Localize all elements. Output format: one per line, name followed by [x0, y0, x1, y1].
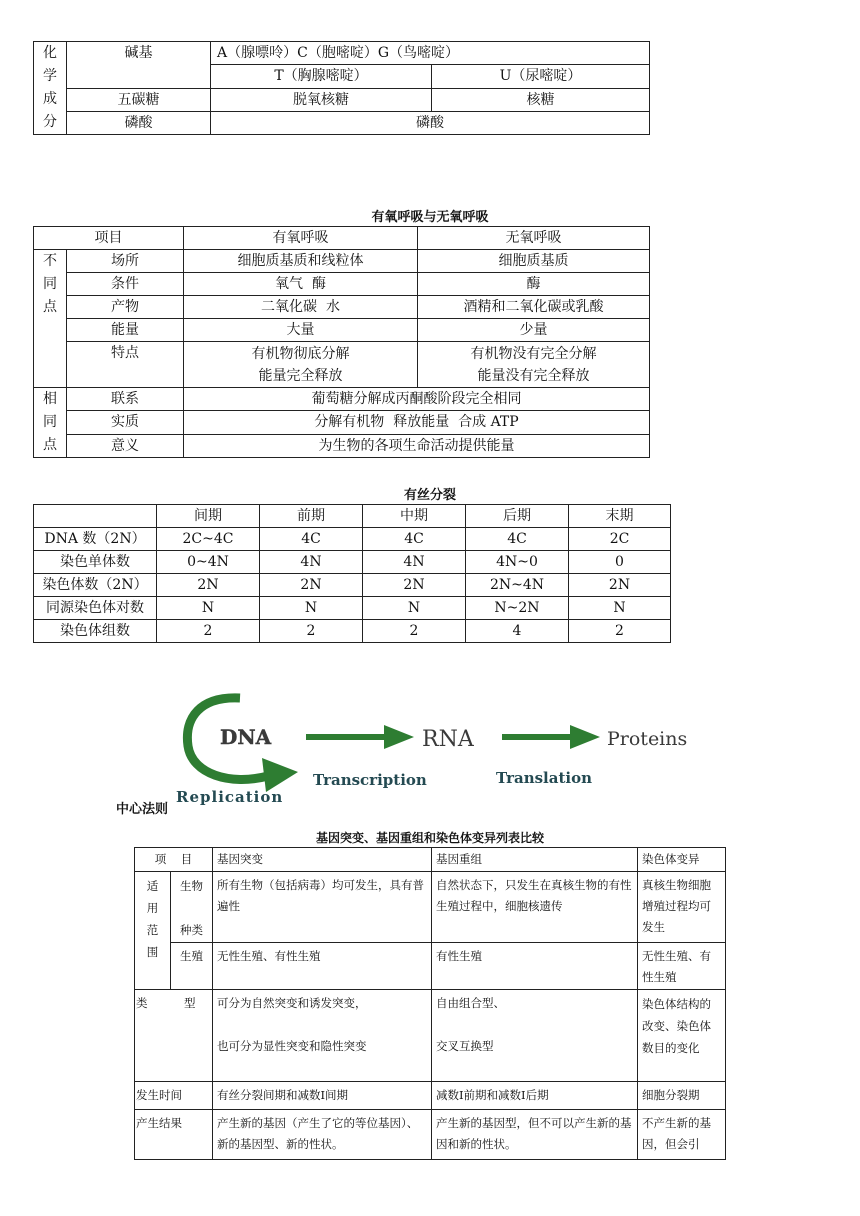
mutation-types: 可分为自然突变和诱发突变， 也可分为显性突变和隐性突变: [213, 990, 432, 1082]
mitosis-cell: 4C: [363, 528, 466, 551]
scope-side-label: 适 用 范 围: [135, 872, 171, 990]
proteins-label: Proteins: [607, 728, 688, 750]
aerobic-energy: 大量: [184, 319, 418, 342]
mitosis-cell: 2: [157, 620, 260, 643]
anaerobic-energy: 少量: [418, 319, 650, 342]
chromosome-types: 染色体结构的改变、染色体数目的变化: [638, 990, 726, 1082]
row-label-energy: 能量: [67, 319, 184, 342]
chromosome-species: 真核生物细胞增殖过程均可发生: [638, 872, 726, 943]
header-gene-recombination: 基因重组: [432, 848, 638, 872]
mitosis-table: [33, 504, 671, 643]
reproduction-label: 生殖: [171, 943, 213, 990]
side-label-chemical-composition: 化 学 成 分: [34, 42, 67, 135]
phosphate-value: 磷酸: [211, 111, 650, 134]
header-item: 项 目: [135, 848, 213, 872]
recombination-time: 减数Ⅰ前期和减数Ⅰ后期: [432, 1082, 638, 1110]
aerobic-condition: 氧气 酶: [184, 273, 418, 296]
result-label: 产生结果: [135, 1110, 213, 1160]
row-label-condition: 条件: [67, 273, 184, 296]
rna-sugar: 核糖: [432, 88, 650, 111]
mitosis-cell: 4N~0: [466, 551, 569, 574]
mitosis-cell: 0: [569, 551, 671, 574]
transcription-label: Transcription: [313, 771, 427, 789]
common-bases: A（腺嘌呤）C（胞嘧啶）G（鸟嘧啶）: [211, 42, 650, 65]
mitosis-cell: 2: [569, 620, 671, 643]
row-label-product: 产物: [67, 296, 184, 319]
recombination-result: 产生新的基因型，但不可以产生新的基因和新的性状。: [432, 1110, 638, 1160]
mitosis-cell: 2C~4C: [157, 528, 260, 551]
mitosis-cell: 2: [363, 620, 466, 643]
mitosis-cell: 4C: [466, 528, 569, 551]
mutation-table-title: 基因突变、基因重组和染色体变异列表比较: [315, 831, 544, 845]
anaerobic-product: 酒精和二氧化碳或乳酸: [418, 296, 650, 319]
mitosis-title: 有丝分裂: [403, 488, 456, 503]
mitosis-cell: 2N: [157, 574, 260, 597]
mutation-comparison-table: [134, 847, 726, 1160]
mitosis-row-label: DNA 数（2N）: [34, 528, 157, 551]
central-dogma-caption: 中心法则: [116, 802, 169, 817]
header-gene-mutation: 基因突变: [213, 848, 432, 872]
mitosis-cell: 2N~4N: [466, 574, 569, 597]
species-label: 生物 种类: [171, 872, 213, 943]
row-label-pentose: 五碳糖: [67, 88, 211, 111]
mitosis-header-prophase: 前期: [260, 505, 363, 528]
anaerobic-feature: 有机物没有完全分解 能量没有完全释放: [418, 342, 650, 388]
mitosis-cell: 2C: [569, 528, 671, 551]
mitosis-cell: 4: [466, 620, 569, 643]
header-chromosome-variation: 染色体变异: [638, 848, 726, 872]
translation-arrow-shaft: [502, 734, 574, 740]
header-item: 项目: [34, 227, 184, 250]
mitosis-cell: N: [363, 597, 466, 620]
aerobic-location: 细胞质基质和线粒体: [184, 250, 418, 273]
mitosis-header-blank: [34, 505, 157, 528]
mitosis-cell: N: [260, 597, 363, 620]
mitosis-cell: 2N: [569, 574, 671, 597]
dna-base: T（胸腺嘧啶）: [211, 65, 432, 88]
row-label-base: 碱基: [67, 42, 211, 89]
mitosis-cell: N~2N: [466, 597, 569, 620]
diff-side-label: 不 同 点: [34, 250, 67, 388]
header-aerobic: 有氧呼吸: [184, 227, 418, 250]
mitosis-header-telophase: 末期: [569, 505, 671, 528]
row-label-meaning: 意义: [67, 434, 184, 457]
mutation-result: 产生新的基因（产生了它的等位基因）、新的基因型、新的性状。: [213, 1110, 432, 1160]
mitosis-row-label: 染色体组数: [34, 620, 157, 643]
mutation-reproduction: 无性生殖、有性生殖: [213, 943, 432, 990]
translation-arrowhead: [570, 725, 600, 749]
anaerobic-location: 细胞质基质: [418, 250, 650, 273]
same-essence: 分解有机物 释放能量 合成 ATP: [184, 411, 650, 434]
respiration-title: 有氧呼吸与无氧呼吸: [371, 210, 489, 225]
mitosis-header-anaphase: 后期: [466, 505, 569, 528]
replication-label: Replication: [176, 788, 284, 806]
mutation-species: 所有生物（包括病毒）均可发生，具有普遍性: [213, 872, 432, 943]
recombination-types: 自由组合型、 交叉互换型: [432, 990, 638, 1082]
row-label-essence: 实质: [67, 411, 184, 434]
aerobic-product: 二氧化碳 水: [184, 296, 418, 319]
mitosis-cell: 2N: [260, 574, 363, 597]
transcription-arrowhead: [384, 725, 414, 749]
rna-base: U（尿嘧啶）: [432, 65, 650, 88]
central-dogma-diagram: [170, 688, 720, 810]
mitosis-cell: 4N: [363, 551, 466, 574]
row-label-location: 场所: [67, 250, 184, 273]
mitosis-cell: 0~4N: [157, 551, 260, 574]
mitosis-cell: N: [157, 597, 260, 620]
chromosome-result: 不产生新的基因，但会引: [638, 1110, 726, 1160]
mitosis-header-interphase: 间期: [157, 505, 260, 528]
aerobic-feature: 有机物彻底分解 能量完全释放: [184, 342, 418, 388]
mitosis-row-label: 染色单体数: [34, 551, 157, 574]
dna-sugar: 脱氧核糖: [211, 88, 432, 111]
recombination-species: 自然状态下，只发生在真核生物的有性生殖过程中，细胞核遗传: [432, 872, 638, 943]
mitosis-cell: N: [569, 597, 671, 620]
mitosis-cell: 4N: [260, 551, 363, 574]
mitosis-header-metaphase: 中期: [363, 505, 466, 528]
type-label: 类 型: [135, 990, 213, 1082]
row-label-phosphate: 磷酸: [67, 111, 211, 134]
respiration-table: [33, 226, 650, 458]
same-link: 葡萄糖分解成丙酮酸阶段完全相同: [184, 388, 650, 411]
translation-label: Translation: [496, 769, 592, 787]
mitosis-cell: 2: [260, 620, 363, 643]
header-anaerobic: 无氧呼吸: [418, 227, 650, 250]
mitosis-cell: 4C: [260, 528, 363, 551]
chromosome-time: 细胞分裂期: [638, 1082, 726, 1110]
mitosis-cell: 2N: [363, 574, 466, 597]
recombination-reproduction: 有性生殖: [432, 943, 638, 990]
nucleic-acid-table: [33, 41, 650, 135]
row-label-feature: 特点: [67, 342, 184, 388]
time-label: 发生时间: [135, 1082, 213, 1110]
replication-arrowhead: [262, 758, 298, 792]
same-side-label: 相 同 点: [34, 388, 67, 458]
rna-label: RNA: [422, 727, 474, 752]
mitosis-row-label: 同源染色体对数: [34, 597, 157, 620]
anaerobic-condition: 酶: [418, 273, 650, 296]
mitosis-row-label: 染色体数（2N）: [34, 574, 157, 597]
mutation-time: 有丝分裂间期和减数Ⅰ间期: [213, 1082, 432, 1110]
dna-label: DNA: [220, 725, 272, 749]
same-meaning: 为生物的各项生命活动提供能量: [184, 434, 650, 457]
chromosome-reproduction: 无性生殖、有性生殖: [638, 943, 726, 990]
row-label-link: 联系: [67, 388, 184, 411]
transcription-arrow-shaft: [306, 734, 388, 740]
